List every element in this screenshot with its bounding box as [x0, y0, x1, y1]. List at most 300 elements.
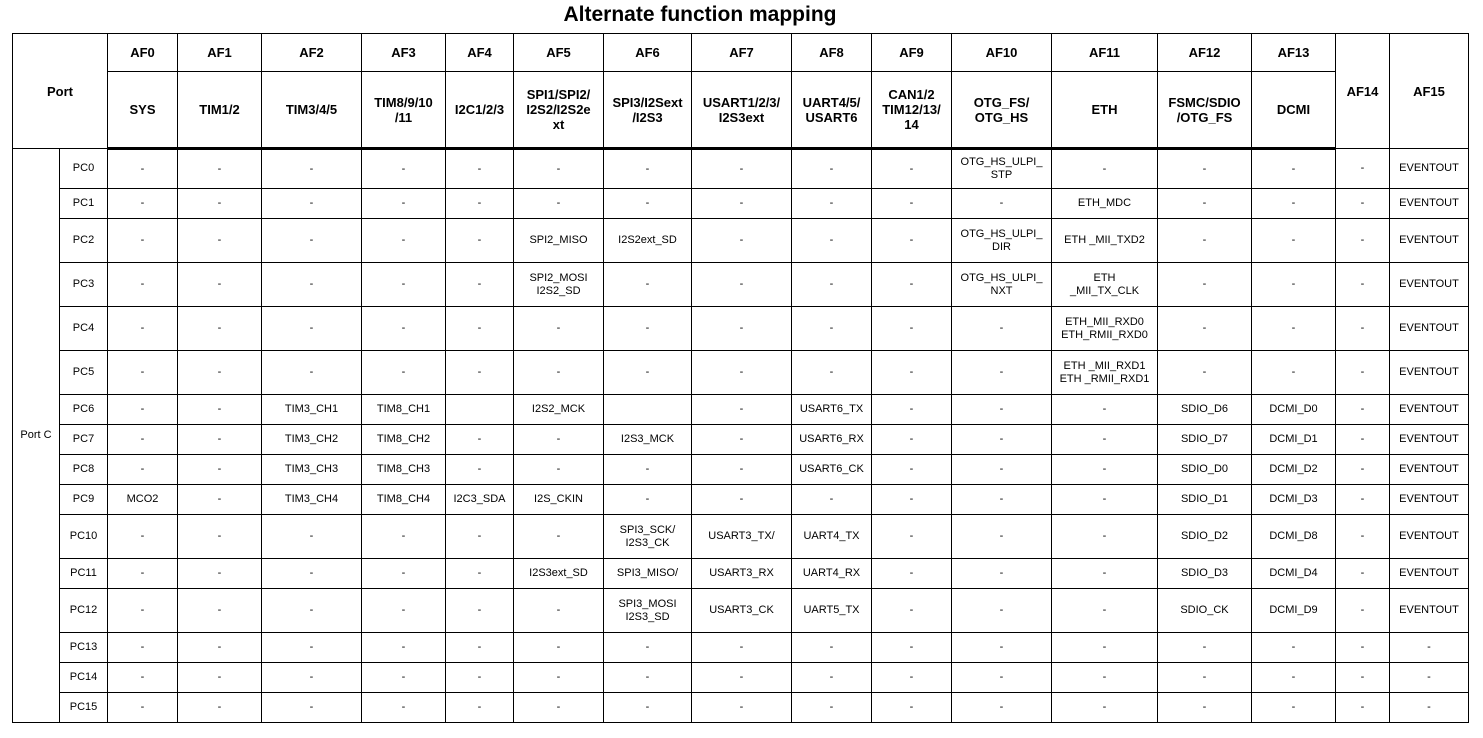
- af-cell: -: [1336, 307, 1390, 351]
- af-cell: -: [178, 559, 262, 589]
- af-cell: -: [262, 307, 362, 351]
- af-cell: -: [692, 663, 792, 693]
- af-cell: SDIO_D7: [1158, 425, 1252, 455]
- af-cell: -: [604, 149, 692, 189]
- af-cell: -: [872, 307, 952, 351]
- af-cell: -: [872, 485, 952, 515]
- af-cell: TIM3_CH1: [262, 395, 362, 425]
- table-row: [13, 633, 1469, 663]
- af-cell: DCMI_D3: [1252, 485, 1336, 515]
- af-header-15: AF15: [1390, 34, 1469, 149]
- af-cell: -: [692, 455, 792, 485]
- af-cell: -: [792, 633, 872, 663]
- af-cell: -: [1252, 633, 1336, 663]
- af-cell: -: [362, 149, 446, 189]
- af-cell: -: [604, 189, 692, 219]
- table-row: [13, 219, 1469, 263]
- pin-label: PC7: [60, 425, 108, 455]
- af-cell: -: [1052, 485, 1158, 515]
- af-cell: -: [262, 559, 362, 589]
- af-cell: -: [108, 559, 178, 589]
- af-cell: -: [952, 693, 1052, 723]
- af-cell: -: [108, 589, 178, 633]
- af-cell: -: [1336, 395, 1390, 425]
- af-cell: -: [446, 425, 514, 455]
- af-cell: I2S3ext_SD: [514, 559, 604, 589]
- af-cell: -: [872, 425, 952, 455]
- af-cell: -: [692, 149, 792, 189]
- af-name-row: [13, 34, 1469, 72]
- af-cell: -: [446, 663, 514, 693]
- af-cell: I2S3_MCK: [604, 425, 692, 455]
- af-cell: -: [1336, 663, 1390, 693]
- af-cell: -: [1390, 633, 1469, 663]
- af-cell: -: [1252, 263, 1336, 307]
- af-cell: SDIO_D3: [1158, 559, 1252, 589]
- af-cell: -: [604, 633, 692, 663]
- af-cell: DCMI_D4: [1252, 559, 1336, 589]
- table-row: [13, 589, 1469, 633]
- af-cell: -: [872, 633, 952, 663]
- af-cell: EVENTOUT: [1390, 219, 1469, 263]
- table-row: [13, 263, 1469, 307]
- af-cell: -: [178, 425, 262, 455]
- table-row: [13, 559, 1469, 589]
- af-cell: -: [362, 263, 446, 307]
- af-cell: -: [692, 263, 792, 307]
- af-cell: -: [1158, 307, 1252, 351]
- af-cell: -: [604, 663, 692, 693]
- af-cell: USART6_RX: [792, 425, 872, 455]
- af-cell: SDIO_D0: [1158, 455, 1252, 485]
- af-cell: -: [1158, 693, 1252, 723]
- af-cell: -: [872, 189, 952, 219]
- af-cell: SPI3_MISO/: [604, 559, 692, 589]
- af-group-header-7: USART1/2/3/ I2S3ext: [692, 72, 792, 149]
- af-cell: -: [1158, 633, 1252, 663]
- af-cell: -: [1052, 559, 1158, 589]
- af-cell: USART3_RX: [692, 559, 792, 589]
- pin-label: PC11: [60, 559, 108, 589]
- af-cell: -: [178, 351, 262, 395]
- af-cell: -: [514, 307, 604, 351]
- pin-label: PC8: [60, 455, 108, 485]
- af-cell: [446, 395, 514, 425]
- af-header-13: AF13: [1252, 34, 1336, 72]
- af-cell: -: [362, 693, 446, 723]
- af-cell: -: [1052, 633, 1158, 663]
- af-cell: -: [952, 559, 1052, 589]
- af-header-9: AF9: [872, 34, 952, 72]
- af-cell: SDIO_CK: [1158, 589, 1252, 633]
- af-cell: -: [362, 189, 446, 219]
- af-cell: -: [178, 693, 262, 723]
- af-cell: EVENTOUT: [1390, 307, 1469, 351]
- af-cell: ETH_MDC: [1052, 189, 1158, 219]
- af-cell: -: [952, 485, 1052, 515]
- af-cell: -: [178, 149, 262, 189]
- af-cell: -: [262, 219, 362, 263]
- af-cell: -: [1336, 425, 1390, 455]
- af-cell: USART6_TX: [792, 395, 872, 425]
- af-cell: -: [262, 589, 362, 633]
- af-cell: -: [1390, 693, 1469, 723]
- af-cell: -: [178, 485, 262, 515]
- af-cell: -: [362, 307, 446, 351]
- af-cell: -: [446, 515, 514, 559]
- pin-label: PC12: [60, 589, 108, 633]
- af-cell: UART5_TX: [792, 589, 872, 633]
- af-cell: -: [1336, 589, 1390, 633]
- af-header-14: AF14: [1336, 34, 1390, 149]
- af-cell: -: [108, 307, 178, 351]
- af-cell: -: [1336, 189, 1390, 219]
- af-cell: -: [1252, 663, 1336, 693]
- af-cell: ETH _MII_TXD2: [1052, 219, 1158, 263]
- af-cell: -: [952, 351, 1052, 395]
- pin-label: PC10: [60, 515, 108, 559]
- af-cell: -: [1052, 663, 1158, 693]
- af-cell: -: [692, 395, 792, 425]
- af-cell: -: [1336, 219, 1390, 263]
- af-cell: -: [1252, 149, 1336, 189]
- af-cell: -: [108, 515, 178, 559]
- af-cell: EVENTOUT: [1390, 351, 1469, 395]
- af-cell: I2C3_SDA: [446, 485, 514, 515]
- af-cell: -: [1158, 149, 1252, 189]
- table-row: [13, 351, 1469, 395]
- af-cell: EVENTOUT: [1390, 589, 1469, 633]
- af-cell: -: [792, 307, 872, 351]
- af-header-11: AF11: [1052, 34, 1158, 72]
- af-cell: -: [446, 455, 514, 485]
- af-cell: -: [362, 515, 446, 559]
- af-cell: USART3_CK: [692, 589, 792, 633]
- af-cell: EVENTOUT: [1390, 425, 1469, 455]
- af-cell: -: [872, 395, 952, 425]
- af-cell: -: [1052, 395, 1158, 425]
- af-cell: -: [1390, 663, 1469, 693]
- pin-label: PC2: [60, 219, 108, 263]
- af-cell: -: [262, 633, 362, 663]
- af-cell: -: [362, 219, 446, 263]
- af-cell: -: [108, 219, 178, 263]
- af-cell: -: [1158, 351, 1252, 395]
- af-cell: EVENTOUT: [1390, 189, 1469, 219]
- af-group-header-6: SPI3/I2Sext /I2S3: [604, 72, 692, 149]
- pin-label: PC5: [60, 351, 108, 395]
- af-cell: -: [604, 485, 692, 515]
- af-cell: -: [108, 425, 178, 455]
- af-cell: -: [262, 693, 362, 723]
- af-cell: SDIO_D6: [1158, 395, 1252, 425]
- af-cell: -: [514, 189, 604, 219]
- pin-label: PC9: [60, 485, 108, 515]
- af-cell: USART3_TX/: [692, 515, 792, 559]
- af-mapping-table: [12, 33, 1469, 723]
- af-header-12: AF12: [1158, 34, 1252, 72]
- af-cell: -: [514, 351, 604, 395]
- af-cell: -: [1336, 515, 1390, 559]
- af-group-header-0: SYS: [108, 72, 178, 149]
- af-cell: I2S2ext_SD: [604, 219, 692, 263]
- af-group-header-12: FSMC/SDIO /OTG_FS: [1158, 72, 1252, 149]
- af-cell: -: [792, 263, 872, 307]
- af-cell: -: [262, 189, 362, 219]
- af-cell: TIM3_CH3: [262, 455, 362, 485]
- af-cell: -: [952, 515, 1052, 559]
- af-header-8: AF8: [792, 34, 872, 72]
- af-cell: -: [514, 515, 604, 559]
- table-row: [13, 425, 1469, 455]
- af-cell: SPI2_MISO: [514, 219, 604, 263]
- af-group-header-2: TIM3/4/5: [262, 72, 362, 149]
- af-cell: OTG_HS_ULPI_ STP: [952, 149, 1052, 189]
- af-cell: -: [872, 515, 952, 559]
- af-cell: -: [362, 559, 446, 589]
- af-cell: -: [108, 149, 178, 189]
- af-cell: -: [262, 515, 362, 559]
- af-cell: SDIO_D2: [1158, 515, 1252, 559]
- af-cell: -: [604, 455, 692, 485]
- af-cell: -: [1336, 633, 1390, 663]
- af-cell: -: [178, 633, 262, 663]
- af-cell: -: [872, 693, 952, 723]
- af-cell: -: [514, 663, 604, 693]
- af-cell: -: [872, 263, 952, 307]
- af-cell: -: [872, 455, 952, 485]
- table-row: [13, 189, 1469, 219]
- pin-label: PC14: [60, 663, 108, 693]
- pin-label: PC6: [60, 395, 108, 425]
- af-cell: -: [514, 589, 604, 633]
- af-cell: TIM8_CH2: [362, 425, 446, 455]
- af-cell: -: [362, 663, 446, 693]
- af-cell: -: [952, 395, 1052, 425]
- pin-label: PC4: [60, 307, 108, 351]
- af-cell: TIM3_CH4: [262, 485, 362, 515]
- af-cell: -: [604, 693, 692, 723]
- af-cell: -: [792, 219, 872, 263]
- af-cell: UART4_TX: [792, 515, 872, 559]
- af-cell: ETH_MII_RXD0 ETH_RMII_RXD0: [1052, 307, 1158, 351]
- af-cell: -: [792, 485, 872, 515]
- af-cell: -: [872, 663, 952, 693]
- af-cell: -: [178, 395, 262, 425]
- af-cell: OTG_HS_ULPI_ NXT: [952, 263, 1052, 307]
- af-group-row: [13, 72, 1469, 149]
- af-cell: I2S_CKIN: [514, 485, 604, 515]
- af-cell: -: [1336, 149, 1390, 189]
- af-cell: -: [446, 589, 514, 633]
- af-cell: -: [514, 425, 604, 455]
- af-cell: -: [262, 263, 362, 307]
- af-cell: -: [108, 395, 178, 425]
- af-cell: -: [514, 633, 604, 663]
- af-group-header-9: CAN1/2 TIM12/13/ 14: [872, 72, 952, 149]
- af-group-header-11: ETH: [1052, 72, 1158, 149]
- af-header-2: AF2: [262, 34, 362, 72]
- af-cell: -: [692, 351, 792, 395]
- af-cell: -: [792, 149, 872, 189]
- table-row: [13, 307, 1469, 351]
- af-header-0: AF0: [108, 34, 178, 72]
- af-header-6: AF6: [604, 34, 692, 72]
- af-cell: -: [1252, 351, 1336, 395]
- af-group-header-10: OTG_FS/ OTG_HS: [952, 72, 1052, 149]
- af-cell: -: [514, 693, 604, 723]
- af-cell: -: [692, 633, 792, 663]
- af-cell: -: [108, 663, 178, 693]
- af-cell: -: [178, 219, 262, 263]
- af-cell: ETH _MII_TX_CLK: [1052, 263, 1158, 307]
- af-cell: -: [1052, 149, 1158, 189]
- pin-label: PC13: [60, 633, 108, 663]
- af-cell: -: [108, 455, 178, 485]
- af-cell: -: [446, 351, 514, 395]
- af-cell: -: [1336, 693, 1390, 723]
- af-cell: TIM8_CH1: [362, 395, 446, 425]
- af-cell: -: [692, 693, 792, 723]
- af-cell: SPI2_MOSI I2S2_SD: [514, 263, 604, 307]
- af-cell: EVENTOUT: [1390, 263, 1469, 307]
- af-cell: -: [262, 351, 362, 395]
- af-cell: -: [446, 693, 514, 723]
- pin-label: PC3: [60, 263, 108, 307]
- table-row: [13, 663, 1469, 693]
- table-row: [13, 455, 1469, 485]
- af-cell: DCMI_D8: [1252, 515, 1336, 559]
- pin-label: PC15: [60, 693, 108, 723]
- af-cell: -: [178, 589, 262, 633]
- pin-label: PC0: [60, 149, 108, 189]
- af-cell: OTG_HS_ULPI_ DIR: [952, 219, 1052, 263]
- af-cell: EVENTOUT: [1390, 455, 1469, 485]
- af-cell: -: [604, 263, 692, 307]
- af-header-7: AF7: [692, 34, 792, 72]
- pin-label: PC1: [60, 189, 108, 219]
- af-cell: -: [952, 189, 1052, 219]
- af-cell: -: [446, 219, 514, 263]
- af-cell: EVENTOUT: [1390, 485, 1469, 515]
- af-cell: TIM3_CH2: [262, 425, 362, 455]
- af-cell: -: [692, 189, 792, 219]
- af-cell: -: [446, 263, 514, 307]
- af-cell: -: [1158, 263, 1252, 307]
- af-cell: ETH _MII_RXD1 ETH _RMII_RXD1: [1052, 351, 1158, 395]
- af-cell: -: [446, 189, 514, 219]
- af-cell: -: [1252, 307, 1336, 351]
- af-cell: -: [108, 633, 178, 663]
- af-cell: -: [1336, 263, 1390, 307]
- af-cell: -: [1252, 189, 1336, 219]
- af-cell: -: [108, 263, 178, 307]
- af-header-3: AF3: [362, 34, 446, 72]
- af-cell: -: [952, 307, 1052, 351]
- af-cell: -: [178, 515, 262, 559]
- af-group-header-1: TIM1/2: [178, 72, 262, 149]
- table-row: [13, 693, 1469, 723]
- af-cell: -: [1052, 515, 1158, 559]
- af-cell: -: [514, 455, 604, 485]
- af-cell: -: [362, 633, 446, 663]
- af-cell: DCMI_D2: [1252, 455, 1336, 485]
- af-cell: -: [446, 559, 514, 589]
- af-cell: MCO2: [108, 485, 178, 515]
- af-group-header-8: UART4/5/ USART6: [792, 72, 872, 149]
- af-cell: -: [952, 425, 1052, 455]
- af-cell: -: [872, 589, 952, 633]
- af-cell: -: [262, 149, 362, 189]
- af-cell: -: [952, 633, 1052, 663]
- af-cell: EVENTOUT: [1390, 149, 1469, 189]
- table-body: [13, 149, 1469, 723]
- af-cell: -: [952, 455, 1052, 485]
- af-group-header-13: DCMI: [1252, 72, 1336, 149]
- af-cell: -: [692, 219, 792, 263]
- af-cell: -: [262, 663, 362, 693]
- af-cell: -: [792, 693, 872, 723]
- af-cell: -: [872, 351, 952, 395]
- af-group-header-3: TIM8/9/10 /11: [362, 72, 446, 149]
- af-cell: -: [1336, 455, 1390, 485]
- af-cell: -: [604, 351, 692, 395]
- af-cell: -: [952, 589, 1052, 633]
- af-group-header-5: SPI1/SPI2/ I2S2/I2S2e xt: [514, 72, 604, 149]
- af-cell: -: [178, 263, 262, 307]
- af-cell: EVENTOUT: [1390, 515, 1469, 559]
- af-cell: SDIO_D1: [1158, 485, 1252, 515]
- af-cell: -: [792, 189, 872, 219]
- af-cell: -: [178, 663, 262, 693]
- af-cell: EVENTOUT: [1390, 559, 1469, 589]
- af-cell: [604, 395, 692, 425]
- af-cell: -: [692, 425, 792, 455]
- af-cell: -: [514, 149, 604, 189]
- af-cell: -: [872, 559, 952, 589]
- af-cell: -: [178, 455, 262, 485]
- af-cell: -: [792, 663, 872, 693]
- af-cell: -: [108, 693, 178, 723]
- af-cell: -: [362, 351, 446, 395]
- af-cell: I2S2_MCK: [514, 395, 604, 425]
- af-cell: DCMI_D9: [1252, 589, 1336, 633]
- af-header-1: AF1: [178, 34, 262, 72]
- af-cell: -: [1158, 663, 1252, 693]
- af-cell: SPI3_SCK/ I2S3_CK: [604, 515, 692, 559]
- af-cell: SPI3_MOSI I2S3_SD: [604, 589, 692, 633]
- af-cell: -: [872, 149, 952, 189]
- af-cell: -: [1336, 351, 1390, 395]
- af-cell: -: [792, 351, 872, 395]
- af-group-header-4: I2C1/2/3: [446, 72, 514, 149]
- af-cell: -: [1158, 189, 1252, 219]
- af-cell: -: [1052, 425, 1158, 455]
- af-cell: -: [952, 663, 1052, 693]
- af-cell: DCMI_D0: [1252, 395, 1336, 425]
- port-header: Port: [13, 34, 108, 149]
- af-cell: -: [108, 351, 178, 395]
- af-cell: -: [108, 189, 178, 219]
- af-cell: USART6_CK: [792, 455, 872, 485]
- af-cell: UART4_RX: [792, 559, 872, 589]
- af-cell: -: [1336, 485, 1390, 515]
- af-cell: -: [1252, 219, 1336, 263]
- af-cell: -: [362, 589, 446, 633]
- af-cell: -: [1252, 693, 1336, 723]
- table-row: [13, 485, 1469, 515]
- table-row: [13, 149, 1469, 189]
